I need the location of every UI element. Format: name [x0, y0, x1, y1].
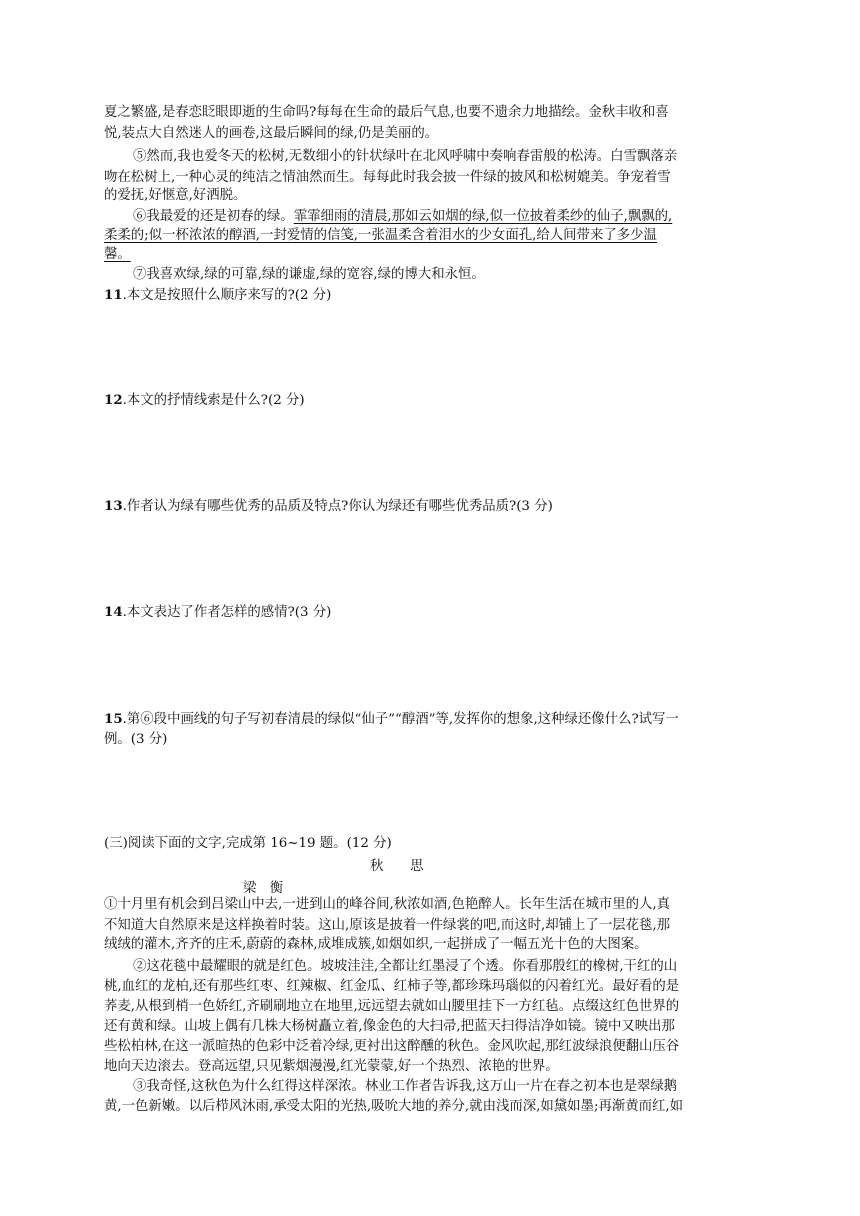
- passage-line: 夏之繁盛,是春恋眨眼即逝的生命吗?每每在生命的最后气息,也要不遗余力地描绘。金秋丰收和喜: [104, 105, 669, 120]
- question-number: 14: [104, 604, 123, 620]
- question-number: 13: [104, 498, 123, 514]
- passage-line: [133, 207, 672, 227]
- question-text: .本文表达了作者怎样的感情?(3 分): [122, 605, 332, 620]
- underlined-sentence: 霏霏细雨的清晨,那如云如烟的绿,似一位披着柔纱的仙子,飘飘的,: [293, 209, 673, 224]
- question-number: 15: [104, 711, 123, 727]
- question-15-continuation: 例。(3 分): [104, 732, 168, 747]
- question-11: [104, 285, 331, 306]
- passage-line: 荞麦,从根到梢一色娇红,齐刷刷地立在地里,远远望去就如山腰里挂下一方红毡。点缀这红色世界的: [104, 999, 680, 1014]
- question-number: 12: [104, 392, 123, 408]
- passage-line: 地向天边滚去。登高远望,只见紫烟漫漫,红光蒙蒙,好一个热烈、浓艳的世界。: [104, 1059, 559, 1074]
- paragraph-6-start: ⑥我最爱的还是初春的绿。: [133, 209, 294, 224]
- passage-line: 黄,一色新嫩。以后栉风沐雨,承受太阳的光热,吸吮大地的养分,就由浅而深,如黛如墨;再渐黄而红,如: [104, 1099, 684, 1114]
- passage-line: 桃,血红的龙柏,还有那些红枣、红辣椒、红金瓜、红柿子等,都珍珠玛瑙似的闪着红光。最好看的是: [104, 979, 680, 994]
- question-number: 11: [104, 287, 123, 303]
- passage-line: ②这花毯中最耀眼的就是红色。坡坡洼洼,全都让红墨浸了个透。你看那殷红的橡树,干红的山: [133, 959, 678, 974]
- article-author: 梁 衡: [243, 881, 284, 896]
- question-15: [104, 709, 679, 730]
- underlined-sentence-line: 馨。: [104, 247, 131, 262]
- passage-line: 些松柏林,在这一派暄热的色彩中泛着冷绿,更衬出这醉醺的秋色。金风吹起,那红波绿浪便翻山压谷: [104, 1039, 680, 1054]
- passage-line: 绒绒的灌木,齐齐的庄禾,蔚蔚的森林,成堆成簇,如烟如织,一起拼成了一幅五光十色的大图案。: [104, 937, 648, 952]
- question-text: .作者认为绿有哪些优秀的品质及特点?你认为绿还有哪些优秀品质?(3 分): [122, 499, 553, 514]
- section-heading: (三)阅读下面的文字,完成第 16~19 题。(12 分): [104, 836, 392, 851]
- passage-line: 还有黄和绿。山坡上偶有几株大杨树矗立着,像金色的大扫帚,把蓝天扫得洁净如镜。镜中又映出那: [104, 1019, 675, 1034]
- passage-line: 吻在松树上,一种心灵的纯洁之情油然而生。每每此时我会披一件绿的披风和松树媲美。争宠着雪: [104, 170, 671, 185]
- passage-line: ⑦我喜欢绿,绿的可靠,绿的谦虚,绿的宽容,绿的博大和永恒。: [133, 267, 485, 282]
- question-text: .本文的抒情线索是什么?(2 分): [122, 393, 305, 408]
- passage-line: 的爱抚,好惬意,好洒脱。: [104, 188, 247, 203]
- question-12: [104, 390, 305, 411]
- question-13: [104, 496, 553, 517]
- article-title: 秋 思: [370, 859, 424, 874]
- question-text: .本文是按照什么顺序来写的?(2 分): [122, 288, 332, 303]
- question-14: [104, 602, 331, 623]
- question-text: .第⑥段中画线的句子写初春清晨的绿似“仙子”“醇酒”等,发挥你的想象,这种绿还像什么?试写一: [122, 712, 679, 727]
- passage-line: 不知道大自然原来是这样换着时装。这山,原该是披着一件绿裳的吧,而这时,却铺上了一层花毯,那: [104, 918, 671, 933]
- underlined-sentence-line: 柔柔的;似一杯浓浓的醇酒,一封爱情的信笺,一张温柔含着泪水的少女面孔,给人间带来了多少温: [104, 228, 657, 243]
- passage-line: ①十月里有机会到吕梁山中去,一进到山的峰谷间,秋浓如酒,色艳醉人。长年生活在城市里的人,真: [104, 897, 671, 912]
- passage-line: ③我奇怪,这秋色为什么红得这样深浓。林业工作者告诉我,这万山一片在春之初本也是翠绿鹅: [133, 1079, 678, 1094]
- passage-line: ⑤然而,我也爱冬天的松树,无数细小的针状绿叶在北风呼啸中奏响春雷般的松涛。白雪飘落亲: [133, 149, 678, 164]
- passage-line: 悦,装点大自然迷人的画卷,这最后瞬间的绿,仍是美丽的。: [104, 126, 439, 141]
